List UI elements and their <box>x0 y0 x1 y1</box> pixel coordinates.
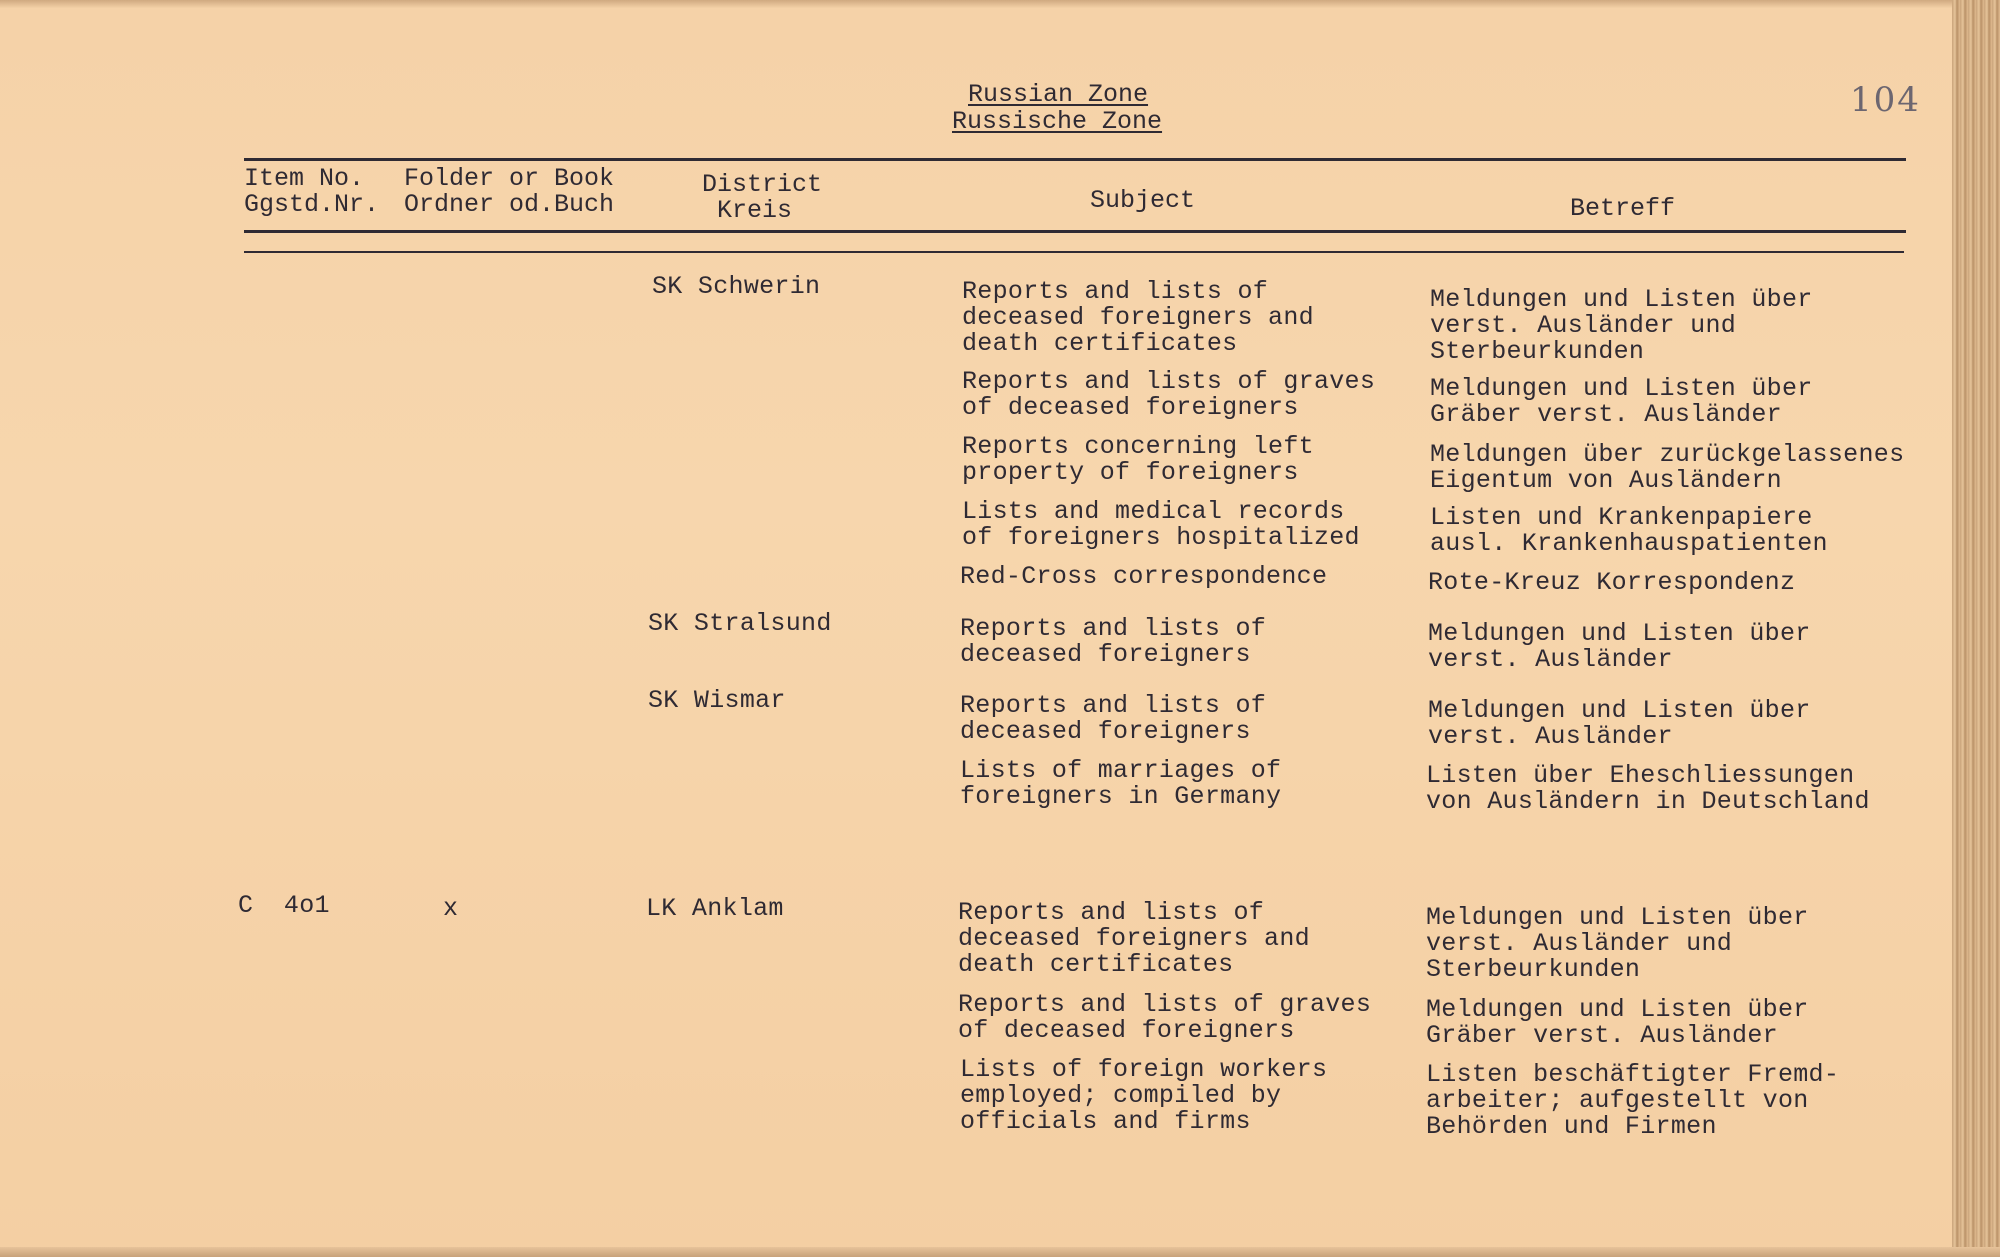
betreff-cell: Meldungen und Listen über Gräber verst. Ausländer <box>1426 995 1809 1050</box>
header-betreff: Betreff <box>1570 194 1676 223</box>
betreff-cell: Meldungen und Listen über Gräber verst. Ausländer <box>1430 374 1813 429</box>
header-subject: Subject <box>1090 186 1196 215</box>
header-bottom-rule <box>1300 251 1904 253</box>
district-cell: SK Wismar <box>648 686 786 715</box>
subject-cell: Red-Cross correspondence <box>960 562 1328 591</box>
district-cell: SK Stralsund <box>648 609 832 638</box>
subject-cell: Reports and lists of deceased foreigners <box>960 614 1267 669</box>
betreff-cell: Listen über Eheschliessungen von Ausländern in Deutschland <box>1426 761 1870 816</box>
betreff-cell: Listen und Krankenpapiere ausl. Krankenhauspatienten <box>1430 503 1828 558</box>
folder-cell: x <box>443 894 459 923</box>
header-mid-rule <box>244 230 1906 233</box>
header-district: District Kreis <box>702 170 823 225</box>
header-folder: Folder or Book Ordner od.Buch <box>404 164 615 219</box>
subject-cell: Reports and lists of deceased foreigners <box>960 691 1267 746</box>
zone-title-en: Russian Zone <box>968 80 1149 109</box>
header-item-no: Item No. Ggstd.Nr. <box>244 164 380 219</box>
betreff-cell: Meldungen über zurückgelassenes Eigentum von Ausländern <box>1430 440 1905 495</box>
subject-cell: Reports and lists of graves of deceased foreigners <box>962 367 1376 422</box>
zone-title-de: Russische Zone <box>952 107 1163 136</box>
item-no-cell: C 4o1 <box>238 891 330 920</box>
betreff-cell: Meldungen und Listen über verst. Ausländer <box>1428 696 1811 751</box>
betreff-cell: Meldungen und Listen über verst. Ausländer und Sterbeurkunden <box>1430 285 1813 366</box>
district-cell: LK Anklam <box>646 894 784 923</box>
header-bottom-rule-left <box>244 251 1300 253</box>
subject-cell: Reports concerning left property of foreigners <box>962 432 1314 487</box>
betreff-cell: Rote-Kreuz Korrespondenz <box>1428 568 1796 597</box>
district-cell: SK Schwerin <box>652 272 821 301</box>
subject-cell: Reports and lists of deceased foreigners and death certificates <box>962 277 1314 358</box>
betreff-cell: Meldungen und Listen über verst. Ausländer und Sterbeurkunden <box>1426 903 1809 984</box>
page-number: 104 <box>1850 80 1921 120</box>
subject-cell: Reports and lists of deceased foreigners and death certificates <box>958 898 1310 979</box>
betreff-cell: Listen beschäftigter Fremd- arbeiter; aufgestellt von Behörden und Firmen <box>1426 1060 1840 1141</box>
subject-cell: Lists and medical records of foreigners hospitalized <box>962 497 1360 552</box>
page-bottom-edge <box>0 1247 2000 1257</box>
header-top-rule <box>244 158 1906 161</box>
subject-cell: Lists of foreign workers employed; compiled by officials and firms <box>960 1055 1328 1136</box>
book-edge <box>1952 0 2000 1257</box>
subject-cell: Lists of marriages of foreigners in Germany <box>960 756 1282 811</box>
page-top-edge <box>0 0 2000 8</box>
betreff-cell: Meldungen und Listen über verst. Ausländer <box>1428 619 1811 674</box>
subject-cell: Reports and lists of graves of deceased foreigners <box>958 990 1372 1045</box>
